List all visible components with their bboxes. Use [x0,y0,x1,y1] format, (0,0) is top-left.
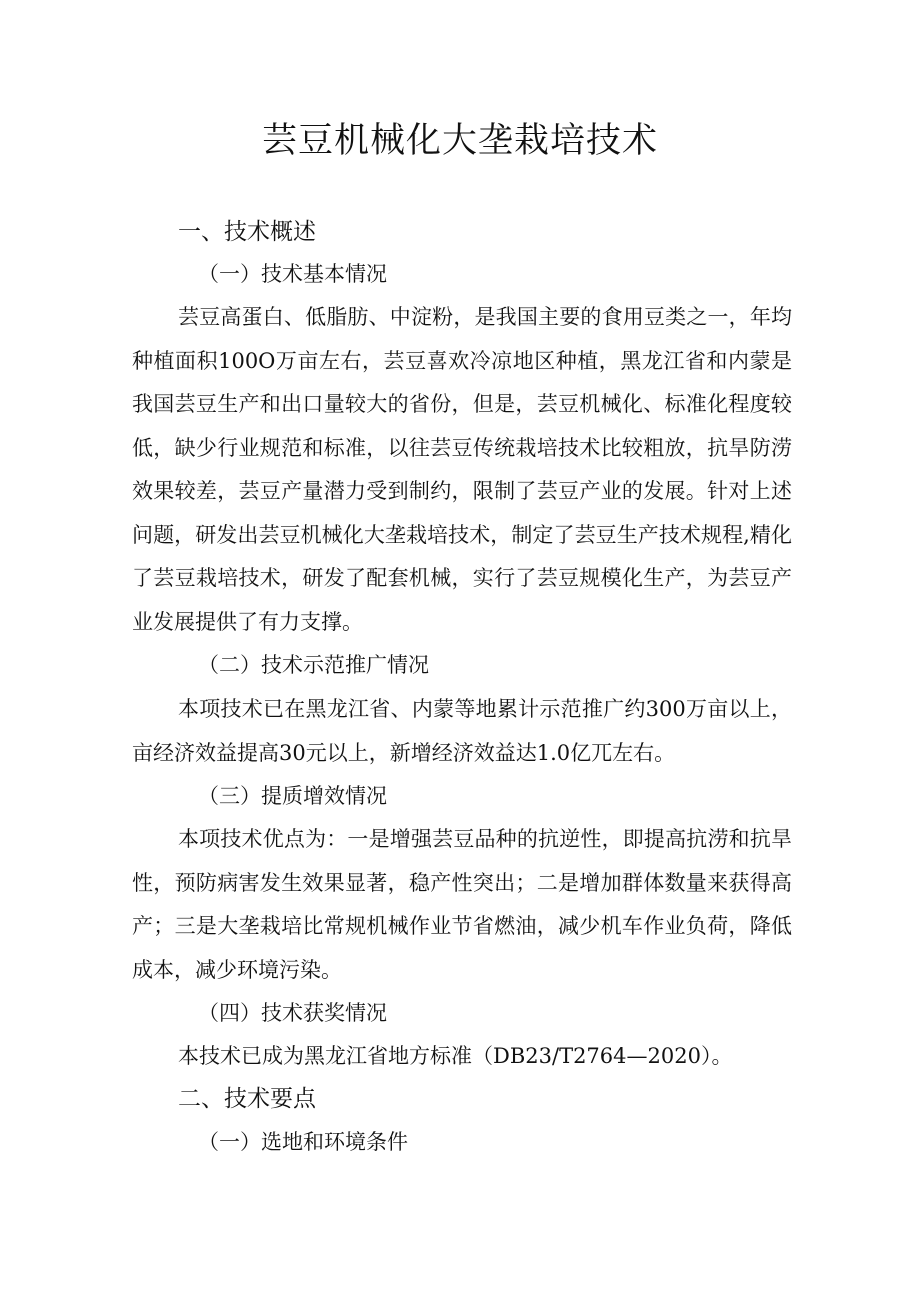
subsection-heading-basic: （一）技术基本情况 [198,262,387,286]
paragraph-basic: 芸豆高蛋白、低脂肪、中淀粉，是我国主要的食用豆类之一，年均种植面积100O万亩左右，芸豆喜欢冷凉地区种植，黑龙江省和内蒙是我国芸豆生产和出口量较大的省份，但是，芸豆机械化、标准化程度较低，缺少行业规范和标准，以往芸豆传统栽培技术比较粗放，抗旱防涝效果较差，芸豆产量潜力受到制约，限制了芸豆产业的发展。针对上述问题，研发出芸豆机械化大垄栽培技术，制定了芸豆生产技术规程,精化了芸豆栽培技术，研发了配套机械，实行了芸豆规模化生产，为芸豆产业发展提供了有力支撑。 [132,305,792,634]
subsection-heading-site-selection: （一）选地和环境条件 [198,1130,408,1154]
subsection-heading-awards: （四）技术获奖情况 [198,1001,387,1025]
document-title: 芸豆机械化大垄栽培技术 [261,121,658,161]
section-heading-overview: 一、技术概述 [178,219,316,245]
subsection-heading-promotion: （二）技术示范推广情况 [198,653,429,677]
paragraph-awards: 本技术已成为黑龙江省地方标准（DB23/T2764—2020）。 [178,1044,733,1068]
subsection-heading-quality: （三）提质增效情况 [198,784,387,808]
section-heading-key-points: 二、技术要点 [178,1086,316,1112]
paragraph-promotion: 本项技术已在黑龙江省、内蒙等地累计示范推广约300万亩以上，亩经济效益提高30元以上，新增经济效益达1.0亿兀左右。 [132,697,792,765]
paragraph-quality: 本项技术优点为：一是增强芸豆品种的抗逆性，即提高抗涝和抗旱性，预防病害发生效果显著，稳产性突出；二是增加群体数量来获得高产；三是大垄栽培比常规机械作业节省燃油，减少机车作业负荷，降低成本，减少环境污染。 [132,827,792,982]
